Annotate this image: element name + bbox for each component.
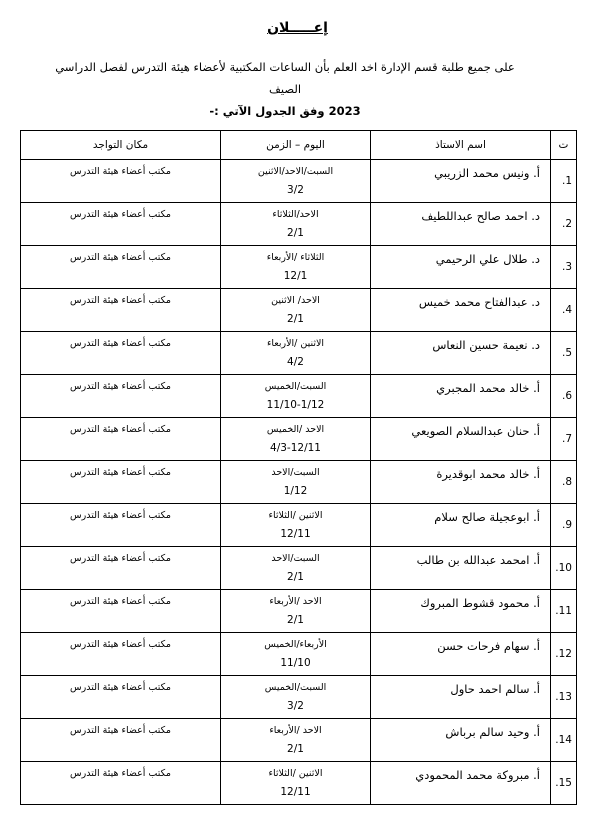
- days: الاثنين /الثلاثاء: [268, 510, 323, 521]
- teacher-name: د. احمد صالح عبداللطيف: [371, 203, 551, 246]
- table-row: [21, 246, 577, 289]
- teacher-name: أ. حنان عبدالسلام الصويعي: [371, 418, 551, 461]
- location: مكتب أعضاء هيئة التدرس: [21, 332, 221, 375]
- table-row: [21, 289, 577, 332]
- teacher-name: أ. امحمد عبدالله بن طالب: [371, 547, 551, 590]
- table-row: [21, 203, 577, 246]
- intro-line-1: على جميع طلبة قسم الإدارة اخد العلم بأن الساعات المكتبية لأعضاء هيئة التدرس لفصل الدراسي الصيف: [55, 60, 515, 96]
- time-slots: 11/10-1/12: [266, 399, 325, 411]
- day-time-cell: [221, 332, 371, 375]
- table-row: [21, 160, 577, 203]
- day-time-cell: [221, 504, 371, 547]
- time-slots: 12/11: [280, 786, 311, 798]
- day-time-cell: [221, 633, 371, 676]
- row-number: 9.: [551, 504, 577, 547]
- time-slots: 12/1: [283, 270, 308, 282]
- title-text: إعـــــلان: [267, 20, 328, 36]
- teacher-name: أ. مبروكة محمد المحمودي: [371, 762, 551, 805]
- row-number: 1.: [551, 160, 577, 203]
- row-number: 5.: [551, 332, 577, 375]
- table-row: [21, 633, 577, 676]
- time-slots: 2/1: [287, 227, 304, 239]
- day-time-cell: [221, 719, 371, 762]
- row-number: 14.: [551, 719, 577, 762]
- time-slots: 12/11: [280, 528, 311, 540]
- row-number: 2.: [551, 203, 577, 246]
- teacher-name: أ. ونيس محمد الزريبي: [371, 160, 551, 203]
- days: السبت/الاحد: [271, 467, 320, 478]
- teacher-name: أ. محمود قشوط المبروك: [371, 590, 551, 633]
- location: مكتب أعضاء هيئة التدرس: [21, 418, 221, 461]
- location: مكتب أعضاء هيئة التدرس: [21, 504, 221, 547]
- teacher-name: د. طلال علي الرحيمي: [371, 246, 551, 289]
- row-number: 11.: [551, 590, 577, 633]
- days: الاحد/الثلاثاء: [272, 209, 319, 220]
- location: مكتب أعضاء هيئة التدرس: [21, 246, 221, 289]
- row-number: 7.: [551, 418, 577, 461]
- header-num: ت: [551, 131, 577, 160]
- intro-line-2-text: 2023 وفق الجدول الآتي :-: [209, 104, 361, 118]
- table-header-row: [21, 131, 577, 160]
- time-slots: 2/1: [287, 614, 304, 626]
- day-time-cell: [221, 418, 371, 461]
- day-time-cell: [221, 375, 371, 418]
- time-slots: 3/2: [287, 700, 304, 712]
- days: السبت/الاحد/الاثنين: [257, 166, 334, 177]
- location: مكتب أعضاء هيئة التدرس: [21, 289, 221, 332]
- day-time-cell: [221, 762, 371, 805]
- location: مكتب أعضاء هيئة التدرس: [21, 762, 221, 805]
- time-slots: 2/1: [287, 571, 304, 583]
- day-time-cell: [221, 289, 371, 332]
- row-number: 13.: [551, 676, 577, 719]
- teacher-name: أ. خالد محمد المجبري: [371, 375, 551, 418]
- table-row: [21, 461, 577, 504]
- row-number: 3.: [551, 246, 577, 289]
- table-row: [21, 762, 577, 805]
- table-body: [21, 160, 577, 805]
- days: الثلاثاء /الأربعاء: [266, 252, 325, 263]
- table-row: [21, 547, 577, 590]
- row-number: 12.: [551, 633, 577, 676]
- day-time-cell: [221, 203, 371, 246]
- days: الاحد/ الاثنين: [271, 295, 320, 306]
- days: السبت/الخميس: [264, 381, 327, 392]
- location: مكتب أعضاء هيئة التدرس: [21, 719, 221, 762]
- location: مكتب أعضاء هيئة التدرس: [21, 461, 221, 504]
- header-place: مكان التواجد: [21, 131, 221, 160]
- teacher-name: أ. خالد محمد ابوقديرة: [371, 461, 551, 504]
- announcement-intro: [40, 56, 530, 122]
- days: الأربعاء/الخميس: [264, 639, 327, 650]
- days: الاثنين /الثلاثاء: [268, 768, 323, 779]
- row-number: 8.: [551, 461, 577, 504]
- row-number: 4.: [551, 289, 577, 332]
- table-row: [21, 375, 577, 418]
- time-slots: 11/10: [280, 657, 311, 669]
- location: مكتب أعضاء هيئة التدرس: [21, 160, 221, 203]
- table-row: [21, 504, 577, 547]
- teacher-name: أ. وحيد سالم برباش: [371, 719, 551, 762]
- day-time-cell: [221, 590, 371, 633]
- time-slots: 3/2: [287, 184, 304, 196]
- day-time-cell: [221, 676, 371, 719]
- days: الاحد /الخميس: [266, 424, 325, 435]
- time-slots: 2/1: [287, 313, 304, 325]
- time-slots: 4/2: [287, 356, 304, 368]
- table-row: [21, 418, 577, 461]
- table-row: [21, 719, 577, 762]
- location: مكتب أعضاء هيئة التدرس: [21, 375, 221, 418]
- time-slots: 4/3-12/11: [270, 442, 321, 454]
- row-number: 10.: [551, 547, 577, 590]
- day-time-cell: [221, 246, 371, 289]
- location: مكتب أعضاء هيئة التدرس: [21, 633, 221, 676]
- days: السبت/الاحد: [271, 553, 320, 564]
- teacher-name: أ. سهام فرحات حسن: [371, 633, 551, 676]
- office-hours-table: [20, 130, 577, 805]
- day-time-cell: [221, 160, 371, 203]
- table-row: [21, 590, 577, 633]
- days: السبت/الخميس: [264, 682, 327, 693]
- teacher-name: أ. سالم احمد حاول: [371, 676, 551, 719]
- header-name: اسم الاستاذ: [371, 131, 551, 160]
- teacher-name: أ. ابوعجيلة صالح سلام: [371, 504, 551, 547]
- days: الاثنين /الأربعاء: [266, 338, 325, 349]
- location: مكتب أعضاء هيئة التدرس: [21, 203, 221, 246]
- header-time: اليوم – الزمن: [221, 131, 371, 160]
- day-time-cell: [221, 547, 371, 590]
- intro-line-2: [40, 100, 530, 122]
- day-time-cell: [221, 461, 371, 504]
- location: مكتب أعضاء هيئة التدرس: [21, 547, 221, 590]
- row-number: 6.: [551, 375, 577, 418]
- location: مكتب أعضاء هيئة التدرس: [21, 590, 221, 633]
- time-slots: 2/1: [287, 743, 304, 755]
- days: الاحد /الأربعاء: [269, 596, 322, 607]
- teacher-name: د. نعيمة حسين النعاس: [371, 332, 551, 375]
- table-row: [21, 332, 577, 375]
- teacher-name: د. عبدالفتاح محمد خميس: [371, 289, 551, 332]
- row-number: 15.: [551, 762, 577, 805]
- location: مكتب أعضاء هيئة التدرس: [21, 676, 221, 719]
- announcement-title: [0, 20, 595, 36]
- table-row: [21, 676, 577, 719]
- time-slots: 1/12: [283, 485, 308, 497]
- days: الاحد /الأربعاء: [269, 725, 322, 736]
